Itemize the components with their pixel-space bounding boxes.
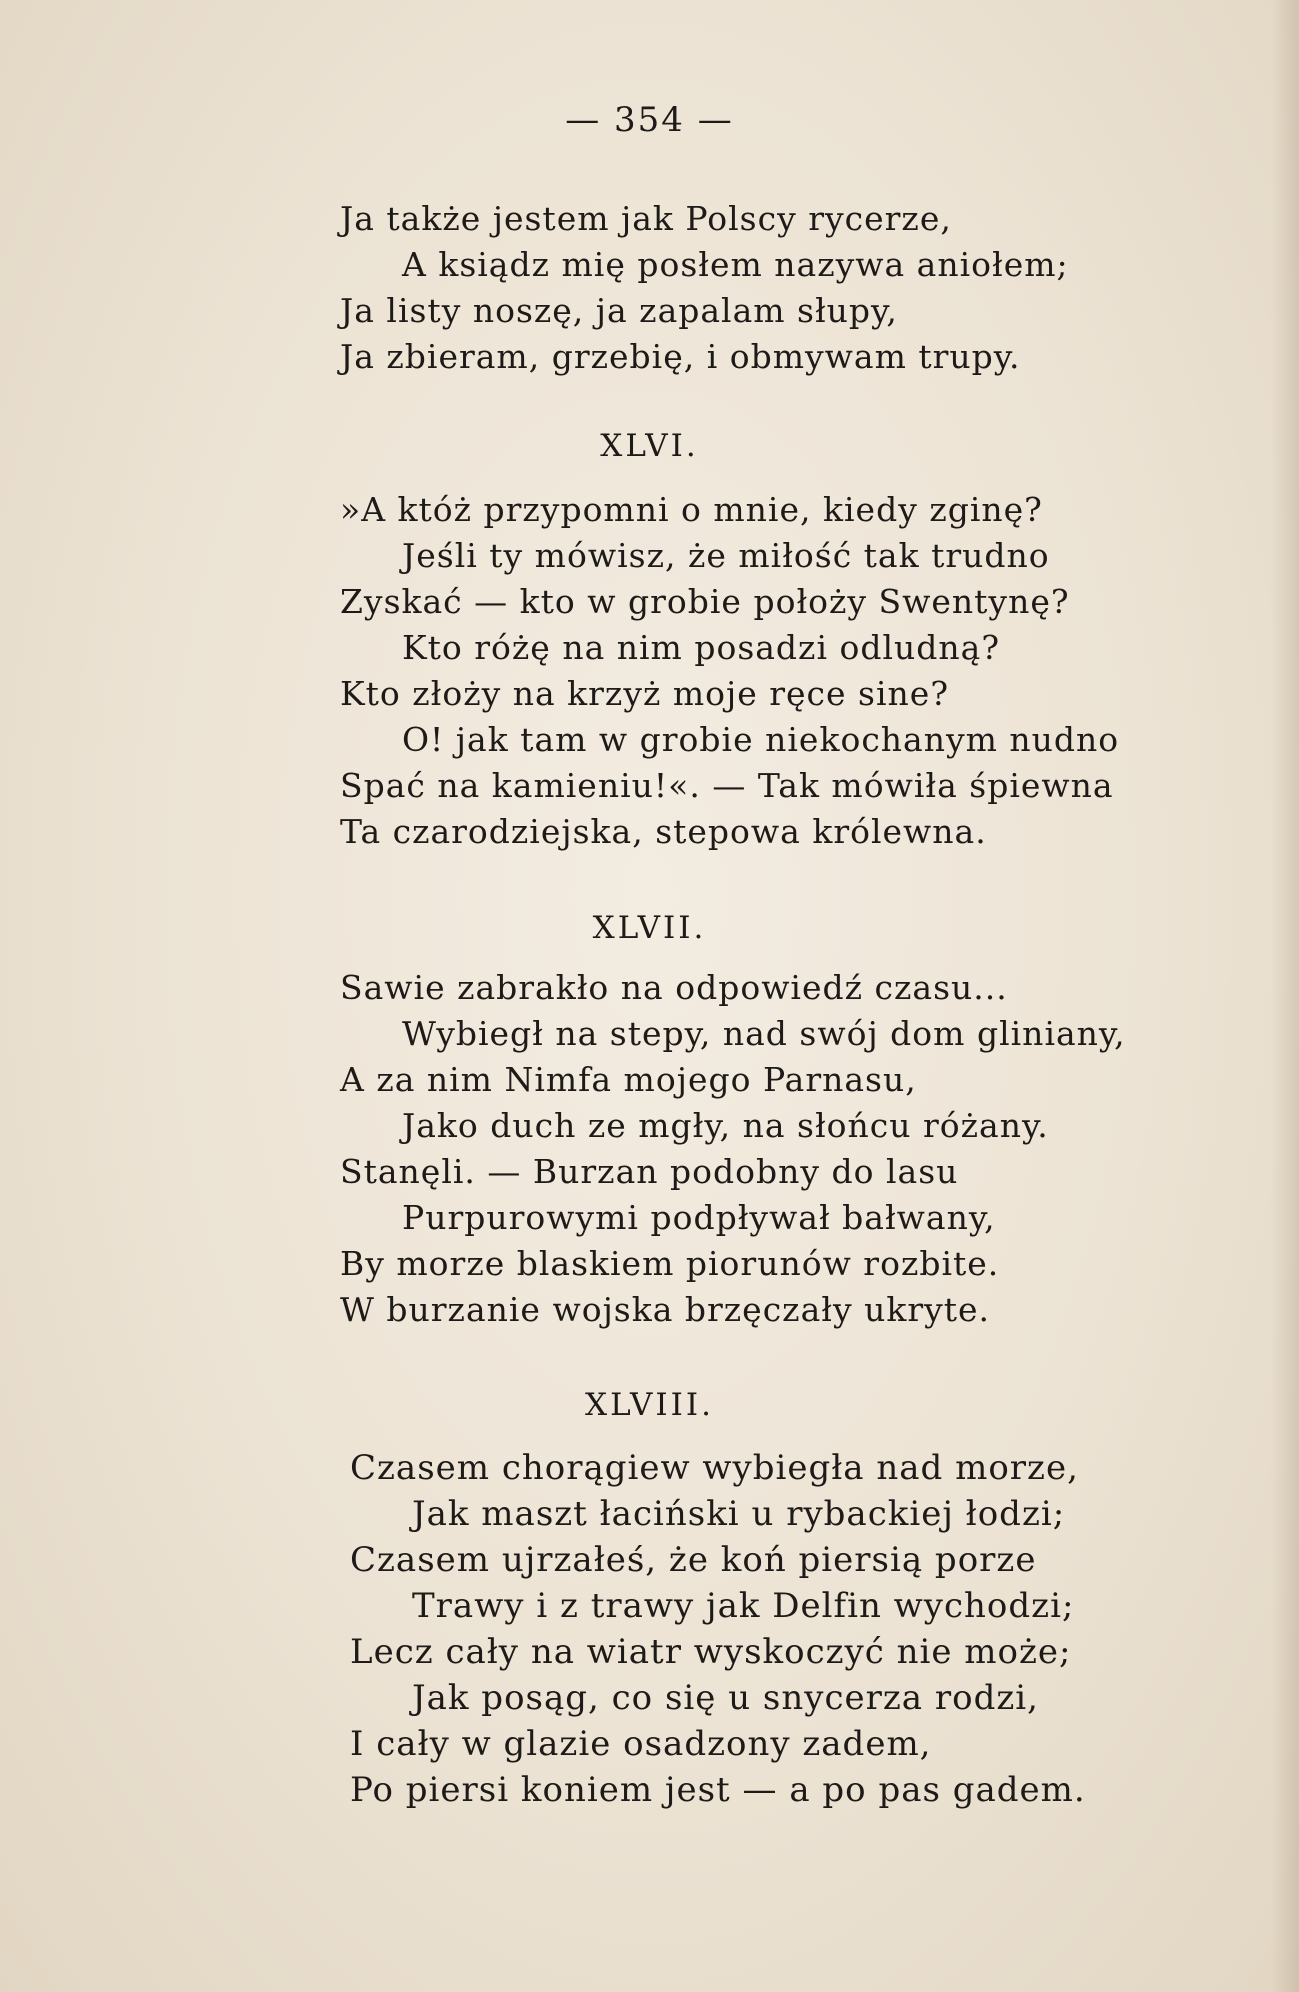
stanza-xlviii xyxy=(350,1445,1230,1813)
verse-line: Ja listy noszę, ja zapalam słupy, xyxy=(340,291,898,330)
stanza-xlvi xyxy=(340,487,1220,855)
verse-line: Kto złoży na krzyż moje ręce sine? xyxy=(340,674,950,713)
verse-line: O! jak tam w grobie niekochanym nudno xyxy=(402,720,1120,759)
verse-line: Po piersi koniem jest — a po pas gadem. xyxy=(350,1770,1086,1810)
verse-line: Ta czarodziejska, stepowa królewna. xyxy=(340,812,987,851)
verse-line: Kto różę na nim posadzi odludną? xyxy=(402,628,1001,667)
verse-line: Sawie zabrakło na odpowiedź czasu... xyxy=(340,968,1008,1007)
verse-line: Jak maszt łaciński u rybackiej łodzi; xyxy=(412,1494,1066,1534)
verse-line: Wybiegł na stepy, nad swój dom gliniany, xyxy=(402,1014,1126,1053)
verse-line: Jeśli ty mówisz, że miłość tak trudno xyxy=(402,536,1050,575)
verse-line: Lecz cały na wiatr wyskoczyć nie może; xyxy=(350,1632,1072,1672)
verse-line: I cały w glazie osadzony zadem, xyxy=(350,1724,932,1764)
verse-line: Ja zbieram, grzebię, i obmywam trupy. xyxy=(340,337,1021,376)
verse-line: Trawy i z trawy jak Delfin wychodzi; xyxy=(412,1586,1075,1626)
verse-line: Czasem ujrzałeś, że koń piersią porze xyxy=(350,1540,1037,1580)
stanza-continuation xyxy=(340,196,1220,380)
verse-line: W burzanie wojska brzęczały ukryte. xyxy=(340,1290,991,1329)
verse-line: By morze blaskiem piorunów rozbite. xyxy=(340,1244,1000,1283)
verse-line: Jak posąg, co się u snycerza rodzi, xyxy=(412,1678,1039,1718)
verse-line: Ja także jestem jak Polscy rycerze, xyxy=(340,199,952,238)
verse-line: Czasem chorągiew wybiegła nad morze, xyxy=(350,1448,1079,1488)
section-title-xlviii: XLVIII. xyxy=(585,1387,714,1423)
page-edge-shadow xyxy=(1271,0,1299,1992)
verse-line: Spać na kamieniu!«. — Tak mówiła śpiewna xyxy=(340,766,1114,805)
page-number: — 354 — xyxy=(565,100,734,140)
verse-line: »A któż przypomni o mnie, kiedy zginę? xyxy=(340,490,1043,529)
verse-line: Stanęli. — Burzan podobny do lasu xyxy=(340,1152,959,1191)
verse-line: Purpurowymi podpływał bałwany, xyxy=(402,1198,996,1237)
verse-line: Zyskać — kto w grobie położy Swentynę? xyxy=(340,582,1070,621)
verse-line: A za nim Nimfa mojego Parnasu, xyxy=(340,1060,917,1099)
stanza-xlvii xyxy=(340,965,1220,1333)
verse-line: Jako duch ze mgły, na słońcu różany. xyxy=(402,1106,1049,1145)
section-title-xlvii: XLVII. xyxy=(592,910,707,946)
verse-line: A ksiądz mię posłem nazywa aniołem; xyxy=(402,245,1069,284)
section-title-xlvi: XLVI. xyxy=(600,428,699,464)
